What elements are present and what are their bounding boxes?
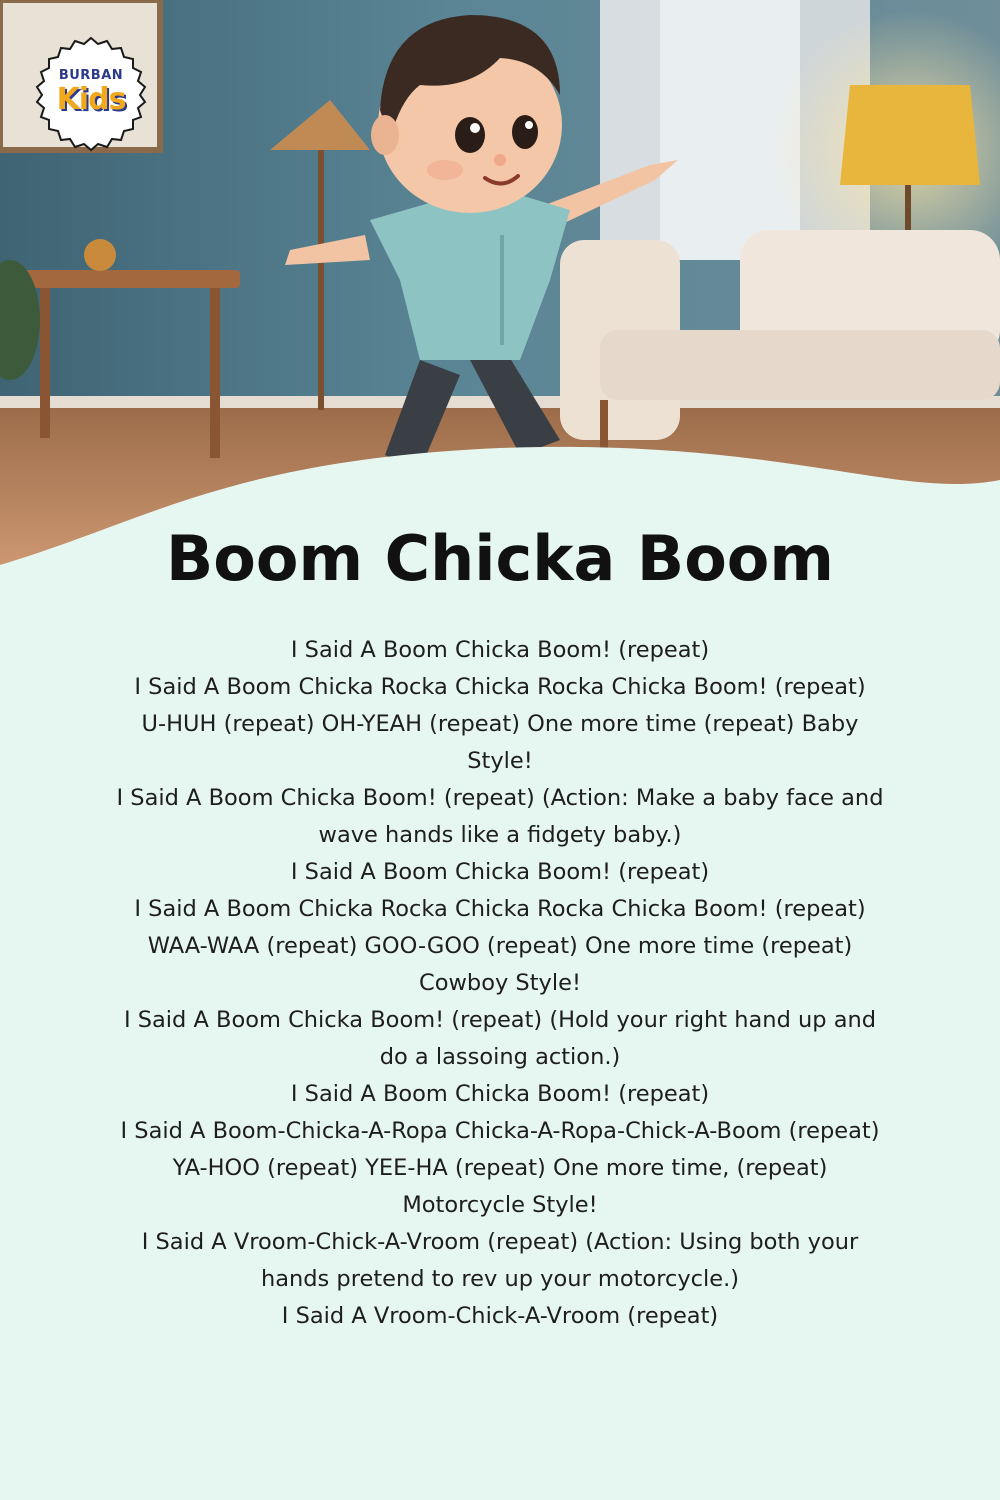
lyric-line: I Said A Boom Chicka Boom! (repeat) (Hold your right hand up and do a lassoing action.) (123, 1007, 877, 1070)
lyric-line: U-HUH (repeat) OH-YEAH (repeat) One more time (repeat) Baby Style! (141, 711, 859, 774)
hero-illustration (0, 0, 1000, 600)
dancing-boy-scene (0, 0, 1000, 600)
lyric-line: WAA-WAA (repeat) GOO-GOO (repeat) One more time (repeat) Cowboy Style! (147, 933, 853, 996)
lyric-line: I Said A Boom Chicka Boom! (repeat) (290, 859, 710, 885)
lyric-line: I Said A Boom Chicka Boom! (repeat) (290, 1081, 710, 1107)
lyric-line: I Said A Vroom-Chick-A-Vroom (repeat) (281, 1303, 719, 1329)
lyric-line: I Said A Boom Chicka Rocka Chicka Rocka Chicka Boom! (repeat) (134, 896, 866, 922)
burban-kids-logo (32, 34, 150, 152)
logo-brand-text: BURBAN (58, 68, 124, 83)
logo-kids-text: Kids (56, 82, 126, 117)
lyric-line: I Said A Boom Chicka Rocka Chicka Rocka Chicka Boom! (repeat) (134, 674, 866, 700)
lyric-line: YA-HOO (repeat) YEE-HA (repeat) One more time, (repeat) Motorcycle Style! (172, 1155, 828, 1218)
lyrics-block (110, 632, 890, 1335)
lyric-line: I Said A Boom Chicka Boom! (repeat) (Action: Make a baby face and wave hands like a fidgety baby.) (116, 785, 884, 848)
lyric-line: I Said A Boom-Chicka-A-Ropa Chicka-A-Ropa-Chick-A-Boom (repeat) (120, 1118, 880, 1144)
lyric-line: I Said A Vroom-Chick-A-Vroom (repeat) (Action: Using both your hands pretend to rev up your motorcycle.) (141, 1229, 859, 1292)
lyric-line: I Said A Boom Chicka Boom! (repeat) (290, 637, 710, 663)
page-title: Boom Chicka Boom (166, 522, 834, 595)
